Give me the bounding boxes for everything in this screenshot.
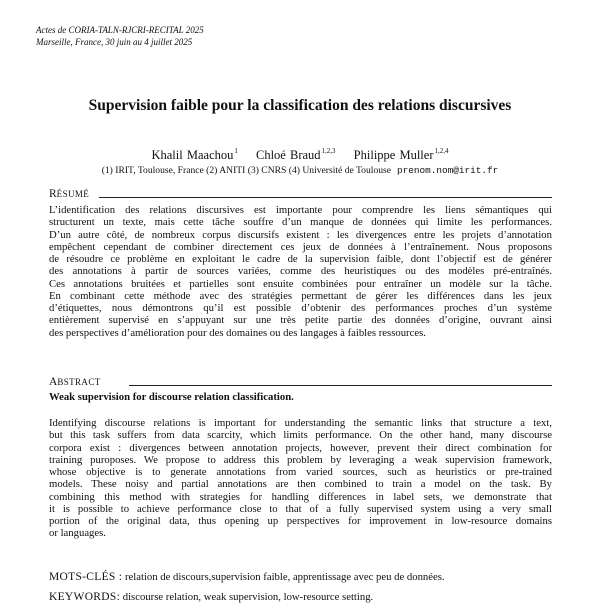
english-title: Weak supervision for discourse relation classification. — [49, 391, 294, 403]
resume-line: des perspectives d’amélioration pour des domaines ou des langages à faibles ressources. — [49, 326, 426, 339]
keywords-fr-text: relation de discours,supervision faible, apprentissage avec peu de données. — [124, 571, 445, 583]
keywords-fr-label: MOTS-CLÉS : — [49, 571, 123, 583]
affiliations-line — [0, 165, 600, 176]
abstract-line: it is possible to achieve performance close to that of a fully supervised system using a very small — [49, 502, 552, 515]
author-affiliation-marks: 1,2,3 — [321, 147, 336, 155]
keywords-en-label: KEYWORDS: — [49, 591, 121, 603]
abstract-line: models. These noisy and partial annotations are then combined to train a model on the task. By — [49, 478, 552, 491]
paper-title: Supervision faible pour la classification des relations discursives — [88, 97, 512, 114]
author-affiliation-marks: 1 — [234, 147, 238, 155]
resume-rule — [99, 197, 552, 198]
resume-line: des annotations à partir de sources variées, comme des heuristiques ou des modèles pré-entraînés. — [49, 265, 552, 278]
resume-text — [49, 204, 552, 339]
proceedings-location-date: Marseille, France, 30 juin au 4 juillet 2025 — [36, 37, 193, 47]
resume-heading-initial: R — [49, 188, 57, 200]
abstract-heading — [49, 375, 101, 389]
author-name: Khalil Maachou — [151, 148, 234, 162]
abstract-line: but this task suffers from data scarcity, which limits performance. On the other hand, many discourse — [49, 429, 552, 442]
affiliations: (1) IRIT, Toulouse, France (2) ANITI (3) CNRS (4) Université de Toulouse — [101, 165, 392, 176]
abstract-heading-initial: A — [49, 376, 58, 388]
proceedings-header — [36, 24, 204, 48]
author-list — [0, 147, 600, 163]
author-name: Chloé Braud — [256, 148, 321, 162]
author-email[interactable]: prenom.nom@irit.fr — [397, 165, 499, 176]
resume-heading — [49, 187, 89, 201]
resume-line: En combinant cette méthode avec des stratégies permettant de gérer les différences dans les jeux — [49, 289, 552, 302]
resume-line: Ces annotations bruitées et partielles sont ensuite combinées pour entraîner un modèle sur la tâche. — [49, 277, 552, 290]
keywords-en — [49, 591, 373, 603]
resume-line: de résoudre ce problème en exploitant le cadre de la supervision faible, dont l’objectif est de générer — [49, 253, 552, 265]
resume-line: empêchent cependant de combiner directement ces jeux de données à l’entraînement. Nous proposons — [49, 240, 552, 253]
author-affiliation-marks: 1,2,4 — [434, 147, 449, 155]
resume-line: L’identification des relations discursives est importante pour comprendre les liens sémantiques qui — [49, 204, 552, 216]
abstract-rule — [129, 385, 552, 386]
abstract-line: portion of the original data, thus opening up perspectives for improvement in low-resource domains — [49, 515, 552, 527]
abstract-line: training puroposes. We propose to address this problem by leveraging a weak supervision framework, — [49, 453, 552, 466]
resume-heading-rest: ÉSUMÉ — [56, 189, 90, 199]
keywords-fr — [49, 571, 445, 583]
author-name: Philippe Muller — [353, 148, 434, 162]
abstract-line: corpora exist : divergences between annotation projects, however, prevent their direct combination for — [49, 441, 552, 454]
resume-line: D’un autre côté, de nombreux corpus discursifs existent : les divergences entre les projets d’annotation — [49, 228, 552, 241]
resume-line: structurent un texte, mais cette tâche souffre d’un manque de données qui limite les performances. — [49, 216, 552, 229]
abstract-heading-rest: BSTRACT — [57, 377, 101, 387]
abstract-line: Identifying discourse relations is important for understanding the semantic links that structure a text, — [49, 417, 552, 429]
abstract-line: whose objective is to generate annotations from varied sources, such as heuristics or pre-trained — [49, 466, 552, 478]
proceedings-title: Actes de CORIA-TALN-RJCRI-RECITAL 2025 — [36, 25, 204, 35]
keywords-en-text: discourse relation, weak supervision, low-resource setting. — [122, 591, 374, 603]
abstract-text — [49, 417, 552, 540]
resume-line: d’étiquettes, nous démontrons qu’il est possible d’obtenir des performances proches d’un système — [49, 302, 552, 314]
resume-line: entièrement supervisé en s’appuyant sur une très petite partie des données d’origine, ouvrant ainsi — [49, 314, 552, 327]
abstract-line: combining this method with strategies for handling differences in label sets, we demonstrate that — [49, 490, 552, 503]
abstract-line: or languages. — [49, 527, 106, 540]
